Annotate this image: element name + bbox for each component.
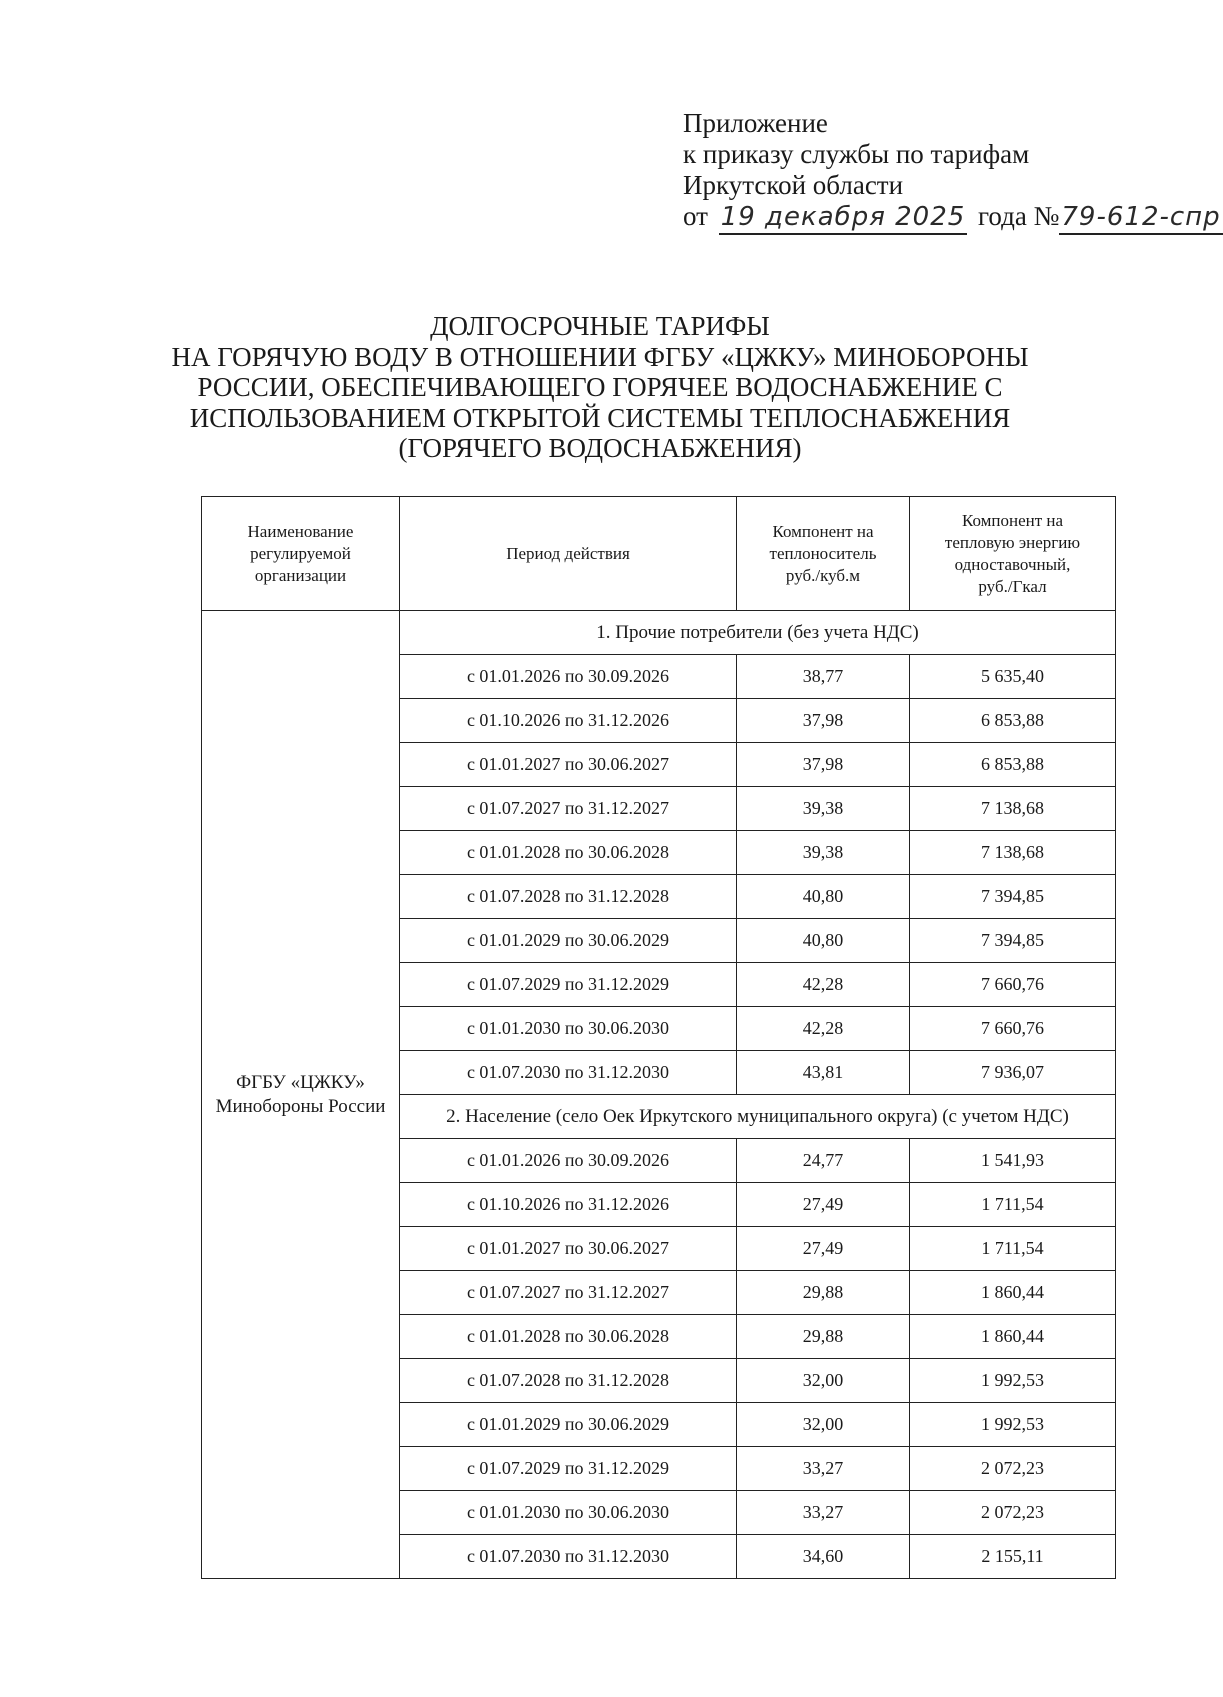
cell-carrier: 42,28 (737, 963, 910, 1007)
cell-period: с 01.01.2029 по 30.06.2029 (400, 919, 737, 963)
header-energy-line: одноставочный, (954, 554, 1071, 574)
header-energy-line: руб./Гкал (978, 576, 1047, 596)
annex-line-3: Иркутской области (683, 170, 904, 200)
cell-energy: 1 860,44 (910, 1315, 1116, 1359)
title-line-2: НА ГОРЯЧУЮ ВОДУ В ОТНОШЕНИИ ФГБУ «ЦЖКУ» МИНОБОРОНЫ (171, 341, 1029, 372)
cell-carrier: 29,88 (737, 1271, 910, 1315)
cell-carrier: 32,00 (737, 1403, 910, 1447)
annex-block (683, 108, 1223, 235)
cell-period: с 01.10.2026 по 31.12.2026 (400, 699, 737, 743)
cell-energy: 7 138,68 (910, 831, 1116, 875)
cell-energy: 7 936,07 (910, 1051, 1116, 1095)
org-name-cell (202, 611, 400, 1579)
annex-line-1: Приложение (683, 108, 828, 138)
cell-period: с 01.07.2029 по 31.12.2029 (400, 1447, 737, 1491)
table-body (202, 611, 1116, 1579)
header-carrier-line: теплоноситель (769, 543, 877, 563)
category-label: 1. Прочие потребители (без учета НДС) (400, 611, 1116, 655)
cell-energy: 2 072,23 (910, 1447, 1116, 1491)
header-org-line: организации (254, 565, 347, 585)
cell-period: с 01.07.2027 по 31.12.2027 (400, 787, 737, 831)
annex-line-4 (683, 201, 1223, 235)
table-header-row (202, 497, 1116, 611)
cell-carrier: 24,77 (737, 1139, 910, 1183)
title-line-1: ДОЛГОСРОЧНЫЕ ТАРИФЫ (430, 311, 770, 341)
cell-carrier: 27,49 (737, 1227, 910, 1271)
cell-period: с 01.10.2026 по 31.12.2026 (400, 1183, 737, 1227)
category-row (202, 611, 1116, 655)
cell-energy: 1 541,93 (910, 1139, 1116, 1183)
cell-energy: 7 660,76 (910, 963, 1116, 1007)
cell-carrier: 39,38 (737, 787, 910, 831)
cell-energy: 1 711,54 (910, 1183, 1116, 1227)
cell-carrier: 33,27 (737, 1447, 910, 1491)
document-title (150, 311, 1050, 464)
cell-period: с 01.07.2027 по 31.12.2027 (400, 1271, 737, 1315)
cell-period: с 01.01.2027 по 30.06.2027 (400, 743, 737, 787)
cell-energy: 7 394,85 (910, 875, 1116, 919)
cell-carrier: 29,88 (737, 1315, 910, 1359)
cell-period: с 01.01.2030 по 30.06.2030 (400, 1007, 737, 1051)
org-name-line: Минобороны России (215, 1095, 386, 1117)
category-label: 2. Население (село Оек Иркутского муниципального округа) (с учетом НДС) (400, 1095, 1116, 1139)
cell-carrier: 27,49 (737, 1183, 910, 1227)
cell-carrier: 39,38 (737, 831, 910, 875)
cell-period: с 01.07.2028 по 31.12.2028 (400, 875, 737, 919)
header-carrier (737, 497, 910, 611)
cell-energy: 7 138,68 (910, 787, 1116, 831)
cell-period: с 01.07.2030 по 31.12.2030 (400, 1051, 737, 1095)
cell-period: с 01.01.2028 по 30.06.2028 (400, 831, 737, 875)
cell-period: с 01.01.2030 по 30.06.2030 (400, 1491, 737, 1535)
cell-period: с 01.07.2030 по 31.12.2030 (400, 1535, 737, 1579)
header-org-line: регулируемой (250, 543, 351, 563)
cell-energy: 1 992,53 (910, 1403, 1116, 1447)
header-energy-line: тепловую энергию (944, 532, 1081, 552)
cell-period: с 01.01.2027 по 30.06.2027 (400, 1227, 737, 1271)
handwritten-order-number: 79-612-спр (1059, 202, 1222, 235)
cell-carrier: 43,81 (737, 1051, 910, 1095)
cell-carrier: 40,80 (737, 919, 910, 963)
cell-energy: 7 660,76 (910, 1007, 1116, 1051)
cell-energy: 5 635,40 (910, 655, 1116, 699)
header-carrier-line: руб./куб.м (785, 565, 861, 585)
cell-carrier: 40,80 (737, 875, 910, 919)
header-carrier-line: Компонент на (772, 521, 874, 541)
handwritten-date: 19 декабря 2025 (719, 202, 968, 235)
header-org (202, 497, 400, 611)
header-energy (910, 497, 1116, 611)
header-org-line: Наименование (247, 521, 354, 541)
header-period: Период действия (400, 497, 737, 611)
from-label: от (683, 201, 708, 231)
annex-line-2: к приказу службы по тарифам (683, 139, 1030, 169)
cell-energy: 2 155,11 (910, 1535, 1116, 1579)
title-line-3: РОССИИ, ОБЕСПЕЧИВАЮЩЕГО ГОРЯЧЕЕ ВОДОСНАБЖЕНИЕ С (197, 372, 1003, 402)
cell-energy: 7 394,85 (910, 919, 1116, 963)
cell-energy: 2 072,23 (910, 1491, 1116, 1535)
cell-period: с 01.07.2029 по 31.12.2029 (400, 963, 737, 1007)
header-energy-line: Компонент на (961, 510, 1064, 530)
cell-period: с 01.01.2026 по 30.09.2026 (400, 1139, 737, 1183)
cell-energy: 1 992,53 (910, 1359, 1116, 1403)
year-number-label: года № (978, 201, 1060, 231)
cell-carrier: 37,98 (737, 699, 910, 743)
cell-carrier: 32,00 (737, 1359, 910, 1403)
cell-energy: 1 711,54 (910, 1227, 1116, 1271)
cell-carrier: 33,27 (737, 1491, 910, 1535)
title-line-5: (ГОРЯЧЕГО ВОДОСНАБЖЕНИЯ) (398, 433, 802, 463)
cell-energy: 1 860,44 (910, 1271, 1116, 1315)
cell-carrier: 37,98 (737, 743, 910, 787)
tariff-table (201, 496, 1116, 1579)
cell-energy: 6 853,88 (910, 743, 1116, 787)
cell-period: с 01.07.2028 по 31.12.2028 (400, 1359, 737, 1403)
cell-carrier: 42,28 (737, 1007, 910, 1051)
cell-carrier: 38,77 (737, 655, 910, 699)
title-line-4: ИСПОЛЬЗОВАНИЕМ ОТКРЫТОЙ СИСТЕМЫ ТЕПЛОСНАБЖЕНИЯ (189, 402, 1011, 433)
org-name-line: ФГБУ «ЦЖКУ» (236, 1071, 365, 1093)
cell-period: с 01.01.2026 по 30.09.2026 (400, 655, 737, 699)
cell-period: с 01.01.2029 по 30.06.2029 (400, 1403, 737, 1447)
cell-carrier: 34,60 (737, 1535, 910, 1579)
cell-period: с 01.01.2028 по 30.06.2028 (400, 1315, 737, 1359)
cell-energy: 6 853,88 (910, 699, 1116, 743)
